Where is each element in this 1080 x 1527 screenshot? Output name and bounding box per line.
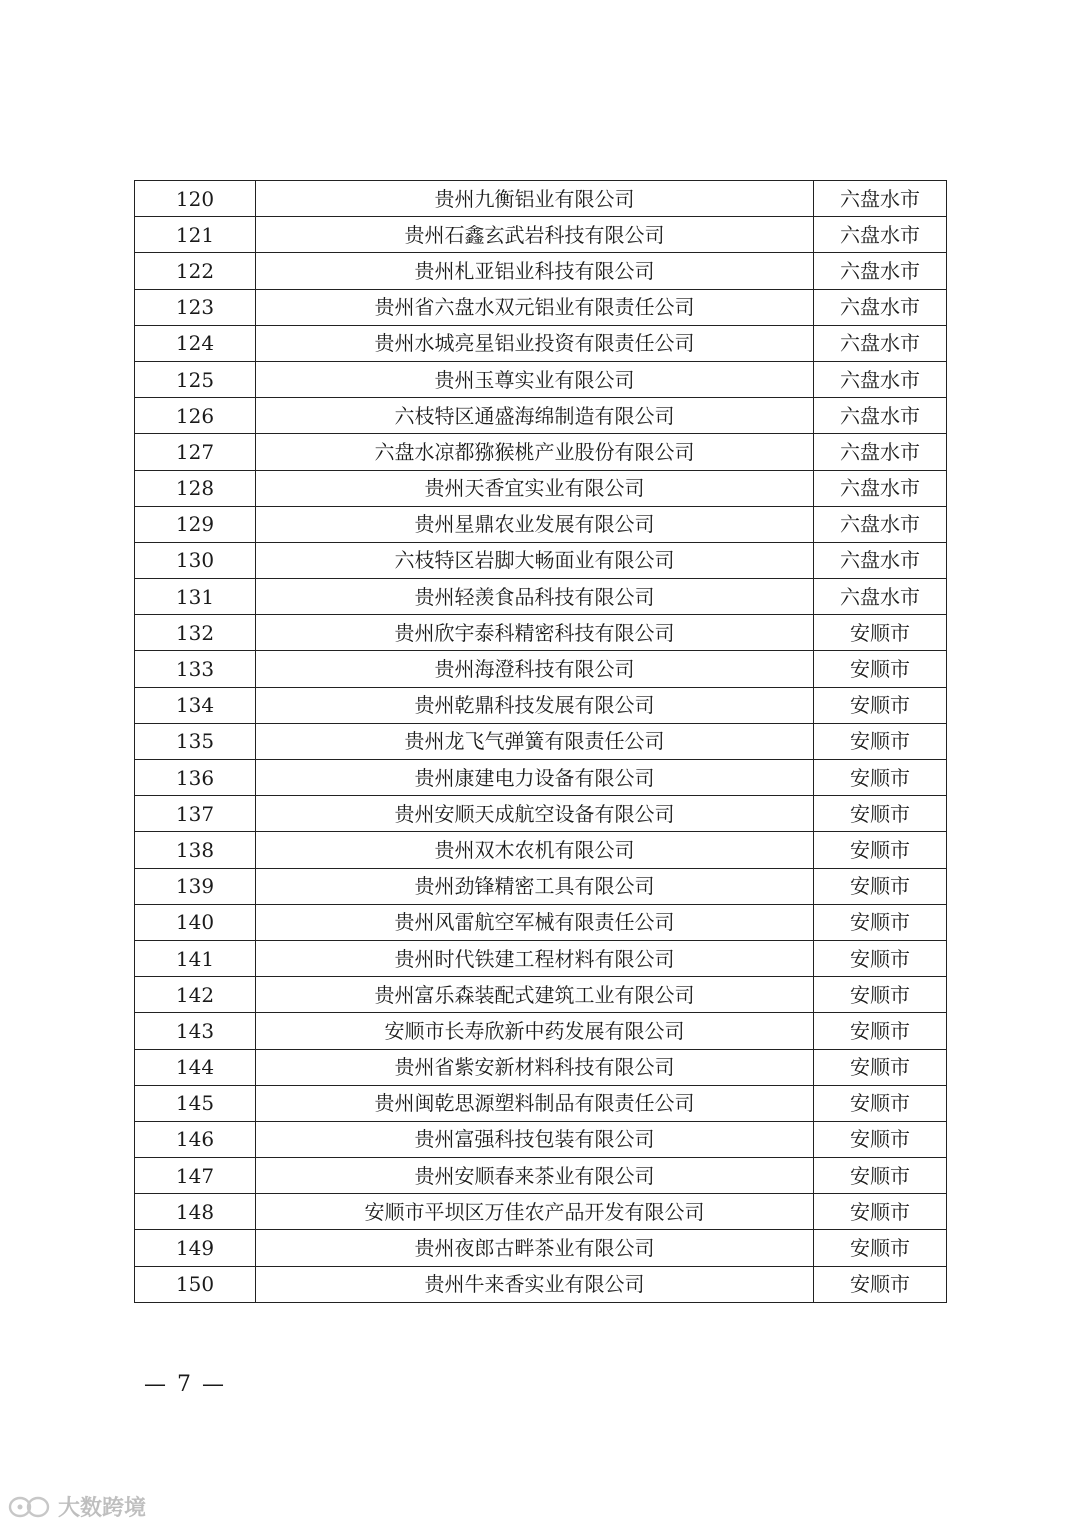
row-number-cell: 149 [135, 1230, 256, 1266]
table-row [135, 904, 947, 940]
company-name-cell: 贵州星鼎农业发展有限公司 [256, 506, 814, 542]
city-cell: 六盘水市 [814, 398, 947, 434]
page-number: — 7 — [144, 1372, 226, 1397]
company-name-cell: 安顺市平坝区万佳农产品开发有限公司 [256, 1194, 814, 1230]
table-row [135, 1085, 947, 1121]
city-cell: 六盘水市 [814, 325, 947, 361]
table-row [135, 542, 947, 578]
table-row [135, 1049, 947, 1085]
city-cell: 六盘水市 [814, 506, 947, 542]
city-cell: 安顺市 [814, 1049, 947, 1085]
row-number-cell: 133 [135, 651, 256, 687]
table-row [135, 506, 947, 542]
company-name-cell: 贵州富强科技包装有限公司 [256, 1121, 814, 1157]
table-row [135, 1121, 947, 1157]
table-row [135, 832, 947, 868]
table-row [135, 217, 947, 253]
row-number-cell: 135 [135, 723, 256, 759]
company-name-cell: 贵州省六盘水双元铝业有限责任公司 [256, 289, 814, 325]
city-cell: 六盘水市 [814, 181, 947, 217]
city-cell: 安顺市 [814, 1230, 947, 1266]
row-number-cell: 120 [135, 181, 256, 217]
table-row [135, 579, 947, 615]
table-row [135, 1013, 947, 1049]
city-cell: 安顺市 [814, 796, 947, 832]
company-name-cell: 贵州康建电力设备有限公司 [256, 760, 814, 796]
table-row [135, 1266, 947, 1302]
city-cell: 六盘水市 [814, 542, 947, 578]
company-name-cell: 贵州富乐森装配式建筑工业有限公司 [256, 977, 814, 1013]
company-name-cell: 贵州时代铁建工程材料有限公司 [256, 940, 814, 976]
row-number-cell: 128 [135, 470, 256, 506]
company-list-table [134, 180, 947, 1303]
row-number-cell: 138 [135, 832, 256, 868]
company-name-cell: 贵州水城亮星铝业投资有限责任公司 [256, 325, 814, 361]
table-row [135, 470, 947, 506]
company-name-cell: 贵州轻羡食品科技有限公司 [256, 579, 814, 615]
company-name-cell: 贵州九衡铝业有限公司 [256, 181, 814, 217]
row-number-cell: 141 [135, 940, 256, 976]
table-row [135, 325, 947, 361]
city-cell: 六盘水市 [814, 217, 947, 253]
table-row [135, 615, 947, 651]
company-name-cell: 贵州省紫安新材料科技有限公司 [256, 1049, 814, 1085]
table-row [135, 181, 947, 217]
row-number-cell: 132 [135, 615, 256, 651]
company-name-cell: 贵州双木农机有限公司 [256, 832, 814, 868]
row-number-cell: 129 [135, 506, 256, 542]
table-row [135, 1230, 947, 1266]
city-cell: 安顺市 [814, 904, 947, 940]
row-number-cell: 121 [135, 217, 256, 253]
row-number-cell: 123 [135, 289, 256, 325]
company-name-cell: 贵州海澄科技有限公司 [256, 651, 814, 687]
city-cell: 六盘水市 [814, 361, 947, 397]
row-number-cell: 125 [135, 361, 256, 397]
city-cell: 安顺市 [814, 1194, 947, 1230]
company-name-cell: 六枝特区岩脚大畅面业有限公司 [256, 542, 814, 578]
row-number-cell: 130 [135, 542, 256, 578]
table-row [135, 760, 947, 796]
city-cell: 安顺市 [814, 615, 947, 651]
city-cell: 安顺市 [814, 1085, 947, 1121]
watermark-text: 大数跨境 [58, 1496, 147, 1521]
company-name-cell: 贵州安顺春来茶业有限公司 [256, 1158, 814, 1194]
company-name-cell: 贵州劲锋精密工具有限公司 [256, 868, 814, 904]
city-cell: 安顺市 [814, 651, 947, 687]
city-cell: 安顺市 [814, 1158, 947, 1194]
company-name-cell: 安顺市长寿欣新中药发展有限公司 [256, 1013, 814, 1049]
company-name-cell: 六枝特区通盛海绵制造有限公司 [256, 398, 814, 434]
company-name-cell: 贵州风雷航空军械有限责任公司 [256, 904, 814, 940]
row-number-cell: 127 [135, 434, 256, 470]
row-number-cell: 122 [135, 253, 256, 289]
city-cell: 安顺市 [814, 723, 947, 759]
row-number-cell: 137 [135, 796, 256, 832]
row-number-cell: 126 [135, 398, 256, 434]
row-number-cell: 134 [135, 687, 256, 723]
company-name-cell: 贵州牛来香实业有限公司 [256, 1266, 814, 1302]
row-number-cell: 146 [135, 1121, 256, 1157]
city-cell: 安顺市 [814, 832, 947, 868]
company-name-cell: 贵州札亚铝业科技有限公司 [256, 253, 814, 289]
city-cell: 六盘水市 [814, 579, 947, 615]
row-number-cell: 136 [135, 760, 256, 796]
row-number-cell: 148 [135, 1194, 256, 1230]
city-cell: 六盘水市 [814, 289, 947, 325]
city-cell: 安顺市 [814, 1013, 947, 1049]
table-row [135, 687, 947, 723]
row-number-cell: 145 [135, 1085, 256, 1121]
company-name-cell: 贵州天香宜实业有限公司 [256, 470, 814, 506]
company-name-cell: 贵州石鑫玄武岩科技有限公司 [256, 217, 814, 253]
brand-logo-icon [8, 1495, 52, 1519]
city-cell: 安顺市 [814, 1266, 947, 1302]
watermark [8, 1491, 146, 1522]
row-number-cell: 140 [135, 904, 256, 940]
company-name-cell: 贵州安顺天成航空设备有限公司 [256, 796, 814, 832]
city-cell: 六盘水市 [814, 253, 947, 289]
table-row [135, 434, 947, 470]
table-row [135, 1194, 947, 1230]
table-row [135, 398, 947, 434]
city-cell: 安顺市 [814, 760, 947, 796]
table-row [135, 977, 947, 1013]
table-row [135, 940, 947, 976]
table-body [135, 181, 947, 1303]
company-name-cell: 贵州乾鼎科技发展有限公司 [256, 687, 814, 723]
table-row [135, 289, 947, 325]
table-row [135, 361, 947, 397]
row-number-cell: 144 [135, 1049, 256, 1085]
table-row [135, 253, 947, 289]
row-number-cell: 143 [135, 1013, 256, 1049]
table-row [135, 1158, 947, 1194]
company-name-cell: 六盘水凉都猕猴桃产业股份有限公司 [256, 434, 814, 470]
company-name-cell: 贵州龙飞气弹簧有限责任公司 [256, 723, 814, 759]
row-number-cell: 124 [135, 325, 256, 361]
city-cell: 安顺市 [814, 940, 947, 976]
row-number-cell: 147 [135, 1158, 256, 1194]
row-number-cell: 139 [135, 868, 256, 904]
table-row [135, 868, 947, 904]
city-cell: 六盘水市 [814, 470, 947, 506]
table-row [135, 723, 947, 759]
row-number-cell: 150 [135, 1266, 256, 1302]
table-row [135, 651, 947, 687]
city-cell: 安顺市 [814, 977, 947, 1013]
row-number-cell: 131 [135, 579, 256, 615]
company-name-cell: 贵州玉尊实业有限公司 [256, 361, 814, 397]
company-name-cell: 贵州闽乾思源塑料制品有限责任公司 [256, 1085, 814, 1121]
table-row [135, 796, 947, 832]
row-number-cell: 142 [135, 977, 256, 1013]
city-cell: 安顺市 [814, 687, 947, 723]
city-cell: 六盘水市 [814, 434, 947, 470]
city-cell: 安顺市 [814, 868, 947, 904]
company-name-cell: 贵州欣宇泰科精密科技有限公司 [256, 615, 814, 651]
company-name-cell: 贵州夜郎古畔茶业有限公司 [256, 1230, 814, 1266]
city-cell: 安顺市 [814, 1121, 947, 1157]
